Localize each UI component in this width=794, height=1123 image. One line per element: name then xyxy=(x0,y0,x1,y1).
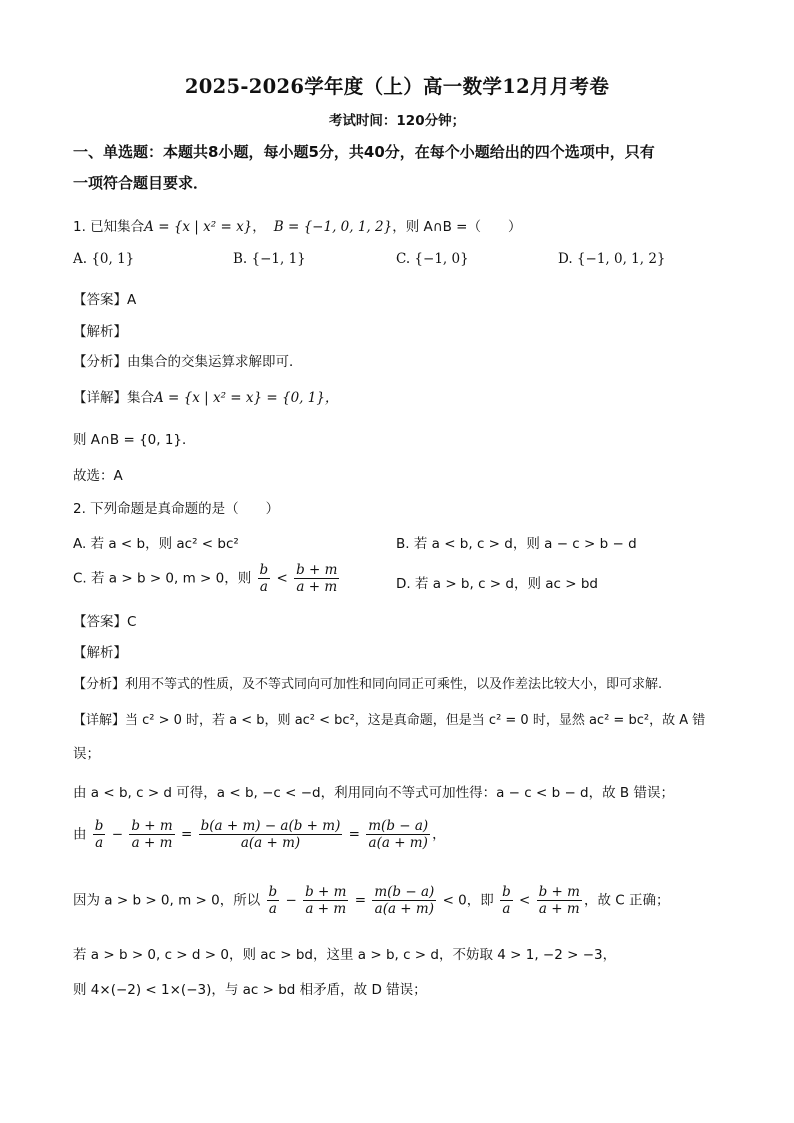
q2-option-a: A. 若 a < b，则 ac² < bc² xyxy=(73,536,239,552)
q1-option-c: C. {−1, 0} xyxy=(396,251,469,267)
q1-analysis-heading: 【解析】 xyxy=(73,324,127,340)
fraction-simplified: $\frac{m(b - a)}{a(a + m)}$ xyxy=(368,818,429,851)
q1-option-a: A. {0, 1} xyxy=(73,251,135,267)
q1-option-b: B. {−1, 1} xyxy=(233,251,306,267)
q2-option-c: C. 若 a > b > 0, m > 0，则 $\frac{b}{a}$ < $\frac{b + m}{a + m}$ xyxy=(73,562,338,595)
q2-detail4-suffix: ，故 C 正确； xyxy=(583,892,670,909)
q2-option-c-text: C. 若 a > b > 0, m > 0，则 xyxy=(73,570,252,587)
q2-detail-line1b: 误； xyxy=(73,746,100,762)
q2-detail-line6: 则 4×(−2) < 1×(−3)，与 ac > bd 相矛盾，故 D 错误； xyxy=(73,982,427,998)
fraction-b-over-a: $\frac{b}{a}$ xyxy=(502,884,511,917)
q2-detail3-prefix: 由 xyxy=(73,826,87,843)
q1-choose: 故选：A xyxy=(73,468,123,484)
q2-option-d: D. 若 a > b, c > d，则 ac > bd xyxy=(396,576,598,592)
q2-analysis-heading: 【解析】 xyxy=(73,645,127,661)
q1-stem: 1. 已知集合A = {x | x² = x}， B = {−1, 0, 1, 2}，则 A∩B =（ ） xyxy=(73,219,522,235)
q2-detail4-prefix: 因为 a > b > 0, m > 0，所以 xyxy=(73,892,261,909)
q2-stem: 2. 下列命题是真命题的是（ ） xyxy=(73,501,280,517)
q1-stem-prefix: 1. 已知集合 xyxy=(73,219,145,235)
q2-fenxi: 【分析】利用不等式的性质，及不等式同向可加性和同向同正可乘性，以及作差法比较大小，即可求解. xyxy=(73,677,663,692)
fraction-b-over-a: $\frac{b}{a}$ xyxy=(259,562,269,595)
fraction-simplified: $\frac{m(b - a)}{a(a + m)}$ xyxy=(374,884,435,917)
q1-detail xyxy=(73,386,338,406)
q1-answer: 【答案】A xyxy=(73,292,137,308)
section-heading-line1: 一、单选题：本题共8小题，每小题5分，共40分，在每个小题给出的四个选项中，只有 xyxy=(73,143,655,161)
q1-detail-expr: A = {x | x² = x} = {0, 1}， xyxy=(154,390,339,406)
q1-set-b: B = {−1, 0, 1, 2} xyxy=(273,219,393,235)
fraction-b-over-a: $\frac{b}{a}$ xyxy=(268,884,278,917)
q1-then: 则 A∩B = {0, 1}． xyxy=(73,432,196,448)
q1-fenxi: 【分析】由集合的交集运算求解即可． xyxy=(73,354,303,370)
page-title: 2025-2026学年度（上）高一数学12月月考卷 xyxy=(184,75,610,98)
section-heading-line2: 一项符合题目要求． xyxy=(73,174,209,192)
exam-time: 考试时间：120分钟； xyxy=(328,113,466,129)
q2-detail-line2: 由 a < b, c > d 可得，a < b, −c < −d，利用同向不等式可加性得：a − c < b − d，故 B 错误； xyxy=(73,785,674,801)
q2-detail-line3: 由 $\frac{b}{a}$ − $\frac{b + m}{a + m}$ = $\frac{b(a + m) - a(b + m)}{a(a + m)}$ = $\frac{m(b - a)}{a(a + m)}$ ， xyxy=(73,818,446,851)
q1-option-d: D. {−1, 0, 1, 2} xyxy=(558,251,666,267)
fraction-difference-numerator: $\frac{b(a + m) - a(b + m)}{a(a + m)}$ xyxy=(200,818,341,851)
q2-option-b: B. 若 a < b, c > d，则 a − c > b − d xyxy=(396,536,637,552)
q2-detail4-mid: < 0，即 xyxy=(442,892,494,909)
fraction-bm-over-am: $\frac{b + m}{a + m}$ xyxy=(538,884,580,917)
q2-answer: 【答案】C xyxy=(73,614,137,630)
q1-detail-label: 【详解】集合 xyxy=(73,390,154,406)
fraction-bm-over-am: $\frac{b + m}{a + m}$ xyxy=(305,884,347,917)
q1-set-a: A = {x | x² = x} xyxy=(144,219,253,235)
q2-detail-line1: 【详解】当 c² > 0 时，若 a < b，则 ac² < bc²，这是真命题，但是当 c² = 0 时，显然 ac² = bc²，故 A 错 xyxy=(73,713,706,728)
fraction-bm-over-am: $\frac{b + m}{a + m}$ xyxy=(131,818,173,851)
q1-stem-suffix: ，则 A∩B =（ ） xyxy=(392,219,522,235)
fraction-b-over-a: $\frac{b}{a}$ xyxy=(94,818,104,851)
fraction-bm-over-am: $\frac{b + m}{a + m}$ xyxy=(296,562,338,595)
q2-detail-line4: 因为 a > b > 0, m > 0，所以 $\frac{b}{a}$ − $\frac{b + m}{a + m}$ = $\frac{m(b - a)}{a(a + m)}$ < 0，即 $\frac{b}{a}$ < $\frac{b + m}{a + m}$ ，故 C 正确； xyxy=(73,884,670,917)
q2-detail-line5: 若 a > b > 0, c > d > 0，则 ac > bd，这里 a > b, c > d，不妨取 4 > 1, −2 > −3， xyxy=(73,947,617,963)
